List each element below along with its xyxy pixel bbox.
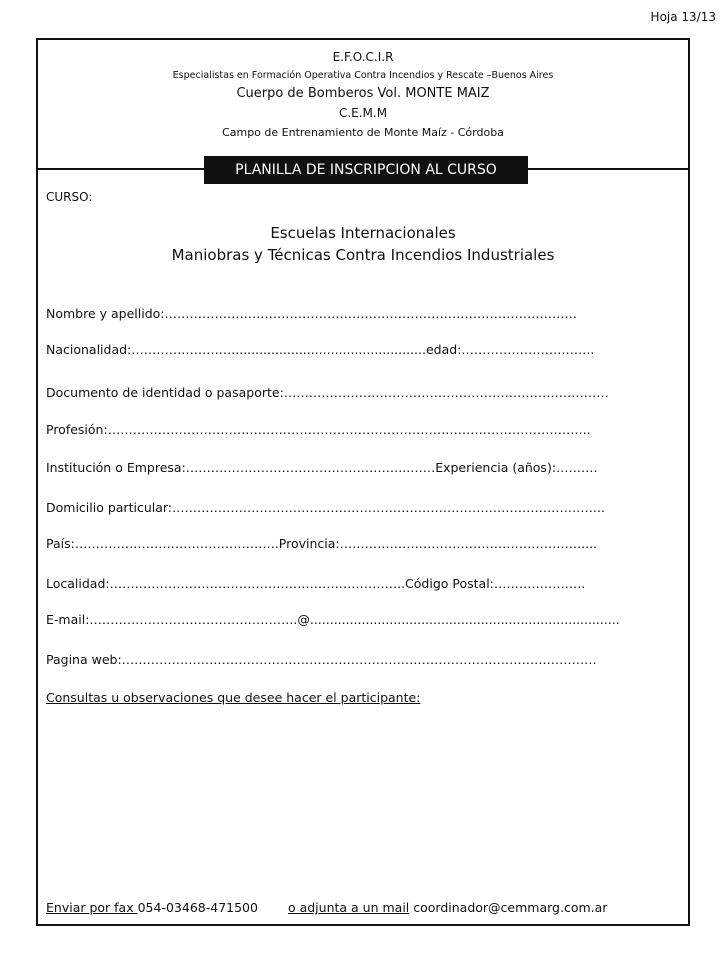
footer-contact bbox=[46, 900, 686, 915]
form-frame bbox=[36, 38, 690, 926]
field-nacionalidad[interactable]: Nacionalidad:…………………….................................................edad:………………………….. bbox=[46, 342, 595, 357]
field-localidad[interactable]: Localidad:……………………………………………………………..Código Postal:…………………. bbox=[46, 576, 586, 591]
field-institucion[interactable]: Institución o Empresa:……………………………………………...……Experiencia (años):………. bbox=[46, 460, 598, 475]
consultas-label: Consultas u observaciones que desee hacer el participante: bbox=[46, 690, 421, 705]
field-email[interactable]: E-mail:…………………………………………..@.............................................................................. bbox=[46, 612, 620, 627]
field-pais[interactable]: País:………………………………………….Provincia:…………………………………………………..... bbox=[46, 536, 598, 551]
curso-label: CURSO: bbox=[46, 190, 93, 204]
field-nombre[interactable]: Nombre y apellido:……………………………………………………………………………………… bbox=[46, 306, 578, 321]
field-domicilio[interactable]: Domicilio particular:………………………………………………………………………………………….. bbox=[46, 500, 605, 515]
fax-label: Enviar por fax bbox=[46, 900, 138, 915]
field-profesion[interactable]: Profesión:…………………………………………………………………………………………………….. bbox=[46, 422, 591, 437]
header-cemm: C.E.M.M bbox=[338, 106, 388, 120]
header-org: E.F.O.C.I.R bbox=[332, 50, 394, 64]
mail-label: o adjunta a un mail bbox=[287, 900, 410, 915]
fax-number: 054-03468-471500 bbox=[137, 900, 258, 915]
header-subtitle: Especialistas en Formación Operativa Contra Incendios y Rescate –Buenos Aires bbox=[172, 70, 554, 81]
form-title: PLANILLA DE INSCRIPCION AL CURSO bbox=[204, 156, 528, 184]
course-title-line1: Escuelas Internacionales bbox=[270, 224, 456, 242]
mail-address[interactable]: coordinador@cemmarg.com.ar bbox=[409, 900, 608, 915]
page-number: Hoja 13/13 bbox=[650, 10, 716, 24]
field-documento[interactable]: Documento de identidad o pasaporte:…………………………………………………………………… bbox=[46, 385, 609, 400]
header-campo: Campo de Entrenamiento de Monte Maíz - Córdoba bbox=[222, 126, 504, 139]
header-block bbox=[38, 40, 688, 170]
header-cuerpo: Cuerpo de Bomberos Vol. MONTE MAIZ bbox=[236, 86, 490, 101]
field-web[interactable]: Pagina web:…………………………………………………………………………………………………… bbox=[46, 652, 597, 667]
course-title-line2: Maniobras y Técnicas Contra Incendios Industriales bbox=[171, 246, 555, 264]
